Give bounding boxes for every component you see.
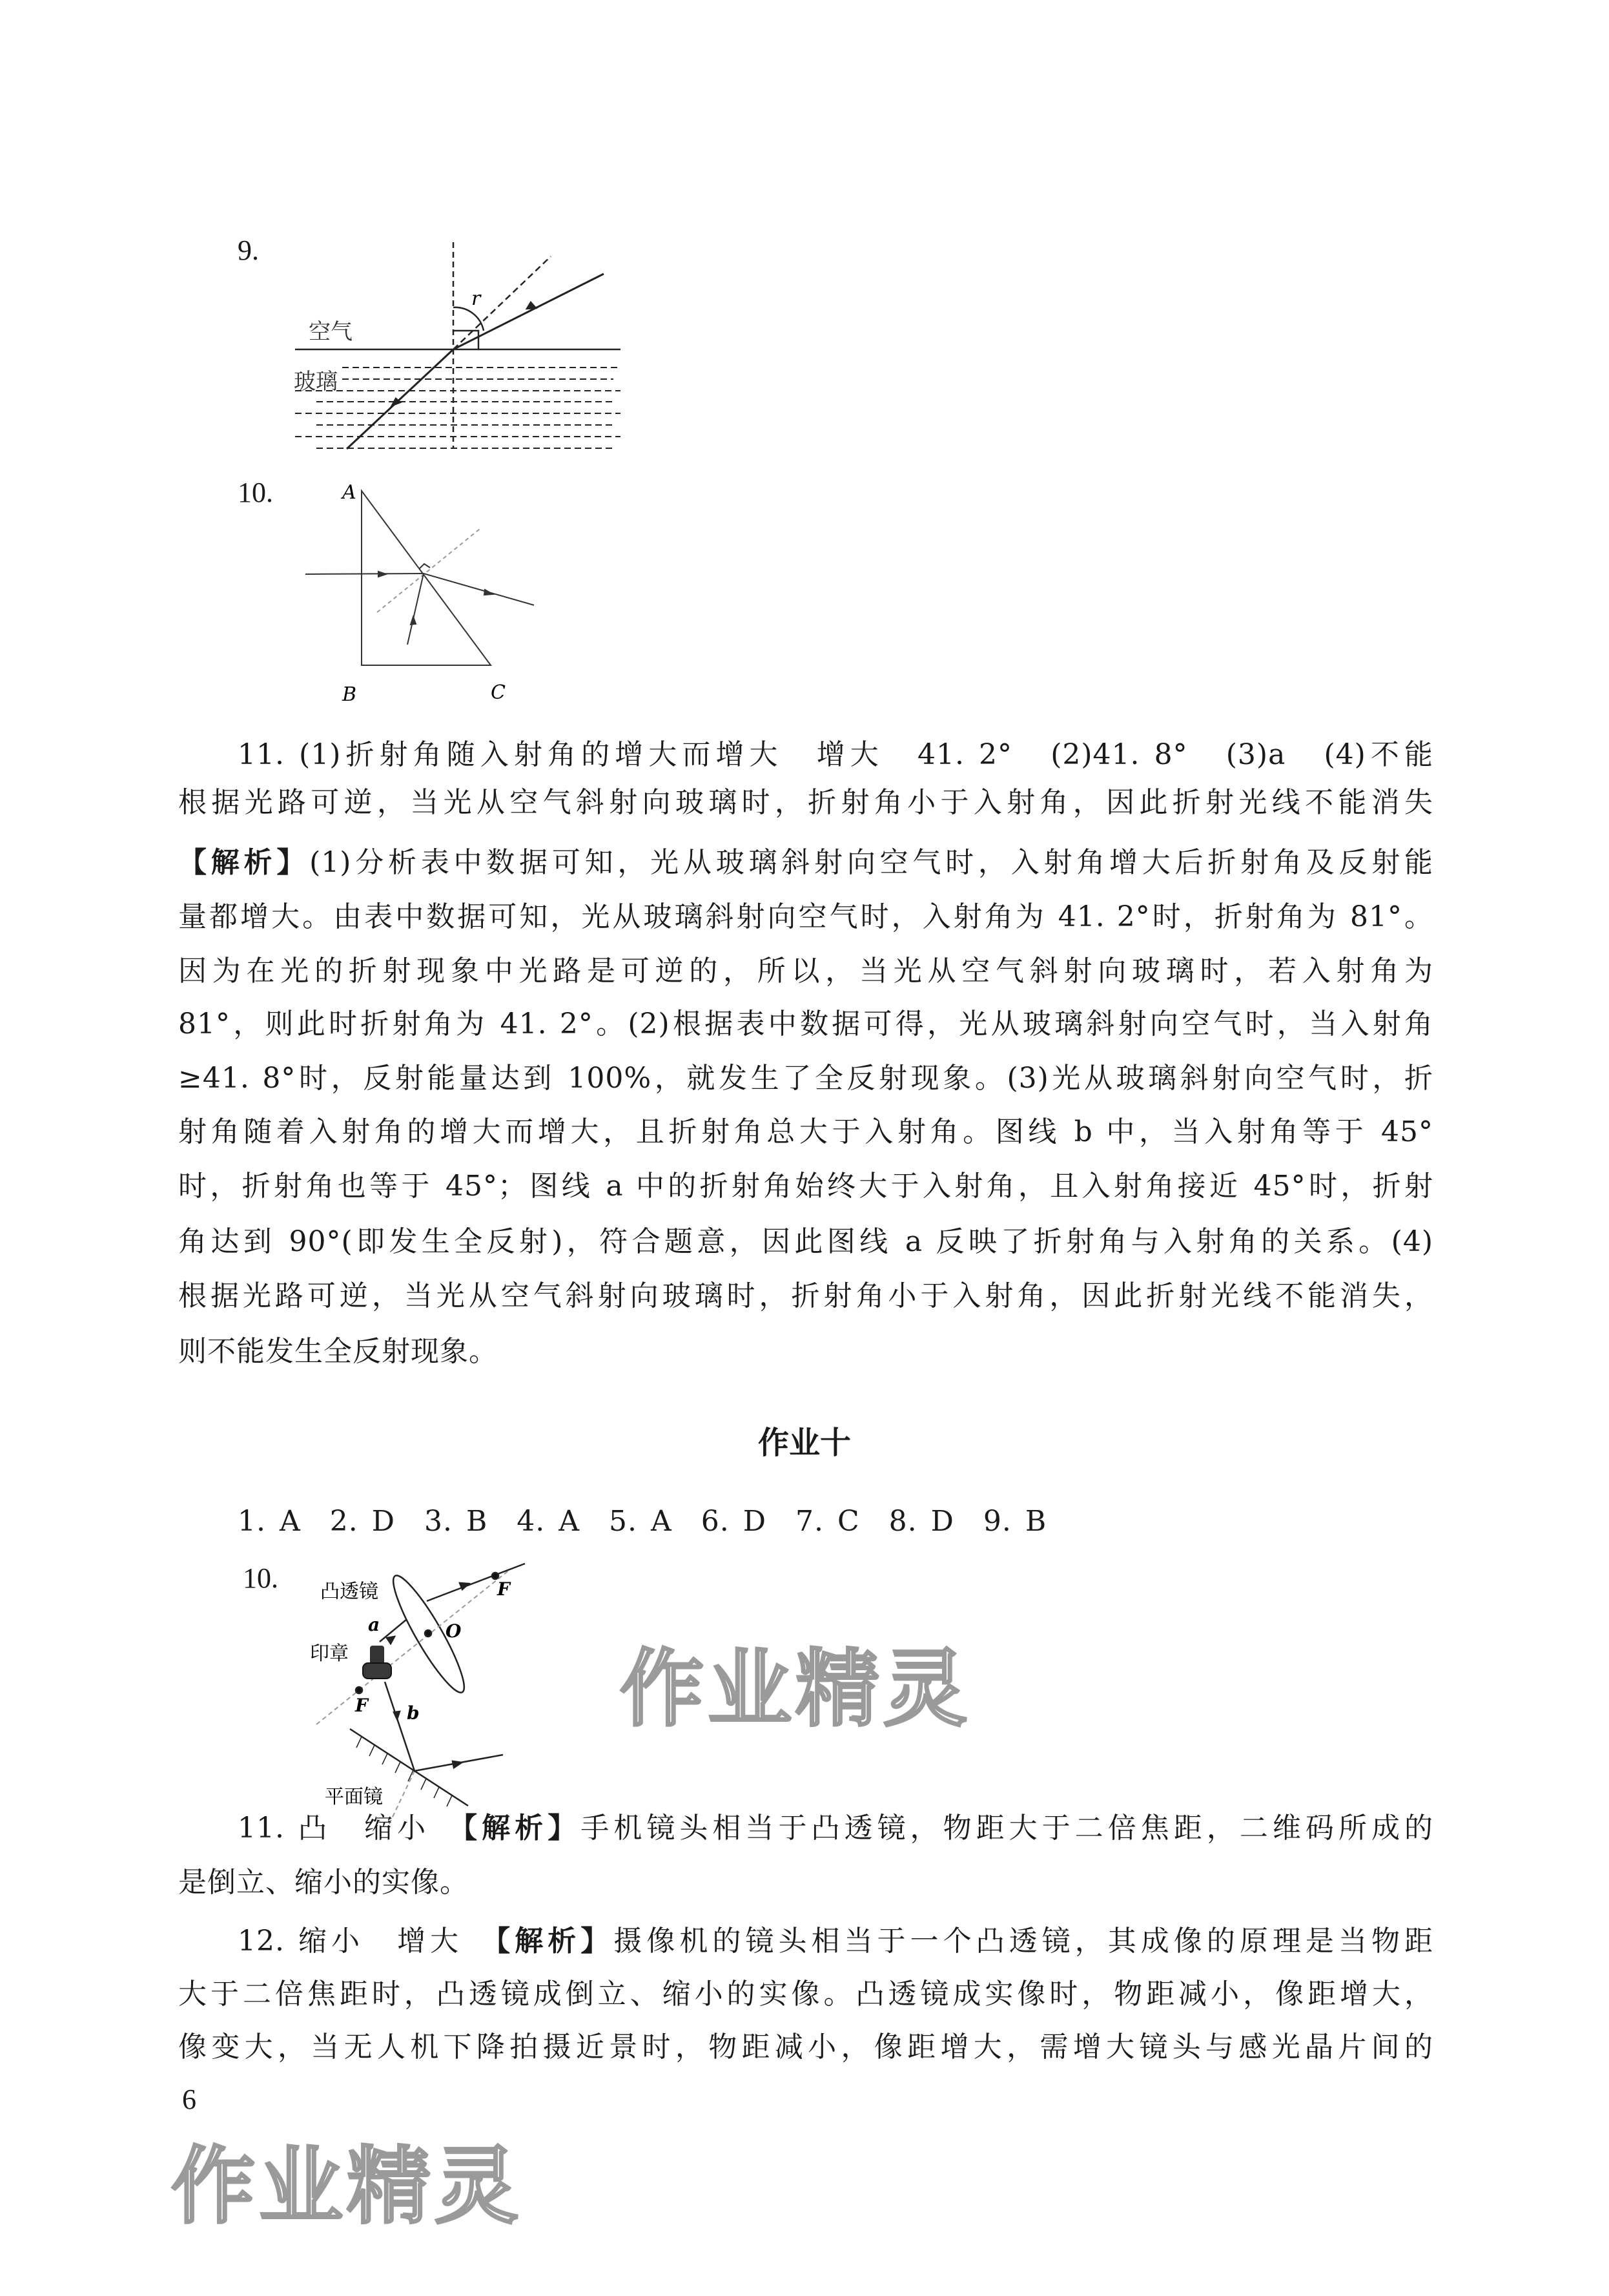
q11-analysis-line: 因为在光的折射现象中光路是可逆的，所以，当光从空气斜射向玻璃时，若入射角为: [178, 955, 1433, 988]
normal-line: [377, 529, 480, 612]
right-angle-mark: [420, 564, 430, 568]
section-title: 作业十: [757, 1425, 851, 1461]
extension-ray: [453, 256, 551, 349]
incident-ray: [347, 349, 453, 449]
mirror-label: 平面镜: [325, 1786, 383, 1808]
focus-label-lower: F: [355, 1695, 368, 1716]
refracted-ray: [453, 274, 604, 349]
q11-analysis-line: 射角随着入射角的增大而增大，且折射角总大于入射角。图线 b 中，当入射角等于 45°: [178, 1115, 1433, 1148]
arrow-icon: [411, 617, 416, 625]
q10-number: 10.: [238, 477, 273, 508]
center-label: O: [446, 1620, 462, 1642]
optical-center-dot: [425, 1630, 431, 1637]
q11-analysis-line: ≥41. 8°时，反射能量达到 100%，就发生了全反射现象。(3)光从玻璃斜射向空气时，折: [178, 1062, 1433, 1095]
refracted-ray: [424, 574, 534, 605]
s11-line: 11. 凸 缩小 【解析】手机镜头相当于凸透镜，物距大于二倍焦距，二维码所成的: [238, 1812, 1433, 1845]
focus-dot: [356, 1687, 362, 1693]
q11-analysis-line: 【解析】(1)分析表中数据可知，光从玻璃斜射向空气时，入射角增大后折射角及反射能: [178, 846, 1434, 879]
q9-air-label: 空气: [309, 319, 353, 345]
q11-answer-line: 11. (1)折射角随入射角的增大而增大 增大 41. 2° (2)41. 8° (3)a (4)不能: [238, 738, 1433, 771]
ray-a-label: a: [368, 1614, 380, 1635]
glass-hatch: [295, 367, 620, 448]
focus-label: F: [497, 1578, 510, 1600]
vertex-a-label: A: [342, 481, 356, 504]
arrow-icon: [387, 1637, 395, 1644]
stamp-icon: [363, 1646, 391, 1679]
s12-line: 12. 缩小 增大 【解析】摄像机的镜头相当于一个凸透镜，其成像的原理是当物距: [238, 1925, 1434, 1958]
q11-analysis-line: 角达到 90°(即发生全反射)，符合题意，因此图线 a 反映了折射角与入射角的关系。(4): [178, 1225, 1433, 1258]
vertex-c-label: C: [491, 681, 506, 704]
reflected-ray: [407, 574, 424, 645]
arrow-icon: [394, 1712, 400, 1719]
arrow-icon: [378, 572, 386, 577]
q9-diagram: [295, 242, 620, 449]
q11-analysis-line: 时，折射角也等于 45°；图线 a 中的折射角始终大于入射角，且入射角接近 45°时，折射: [178, 1170, 1433, 1203]
q11-answer-line: 根据光路可逆，当光从空气斜射向玻璃时，折射角小于入射角，因此折射光线不能消失: [178, 786, 1433, 819]
ray-b-label: b: [407, 1702, 420, 1724]
vertex-b-label: B: [342, 683, 357, 706]
s11-line: 是倒立、缩小的实像。: [178, 1866, 469, 1899]
stamp-label: 印章: [310, 1642, 349, 1665]
q10-diagram: [305, 491, 534, 665]
arrow-icon: [453, 1761, 462, 1768]
ray-a-refracted: [427, 1564, 525, 1601]
arrow-icon: [484, 590, 493, 595]
angle-arc: [453, 307, 484, 331]
choice-answers: 1. A 2. D 3. B 4. A 5. A 6. D 7. C 8. D 9. B: [238, 1505, 1047, 1538]
analysis-tag: 【解析】: [178, 846, 310, 879]
q11-analysis-line: 量都增大。由表中数据可知，光从玻璃斜射向空气时，入射角为 41. 2°时，折射角为 81°。: [178, 900, 1433, 933]
q9-glass-label: 玻璃: [294, 369, 338, 395]
q11-analysis-line: 则不能发生全反射现象。: [178, 1335, 498, 1368]
s12-line: 大于二倍焦距时，凸透镜成倒立、缩小的实像。凸透镜成实像时，物距减小，像距增大，: [178, 1978, 1433, 2011]
s12-line: 像变大，当无人机下降拍摄近景时，物距减小，像距增大，需增大镜头与感光晶片间的: [178, 2031, 1433, 2063]
watermark: 作业精灵: [620, 1640, 972, 1738]
page-number: 6: [182, 2084, 196, 2115]
q9-angle-label: r: [471, 287, 481, 310]
q11-analysis-line: 根据光路可逆，当光从空气斜射向玻璃时，折射角小于入射角，因此折射光线不能消失，: [178, 1279, 1433, 1312]
q11-analysis-line: 81°，则此时折射角为 41. 2°。(2)根据表中数据可得，光从玻璃斜射向空气时，当入射角: [178, 1008, 1433, 1040]
watermark-bottom: 作业精灵: [171, 2137, 523, 2235]
lens-label: 凸透镜: [320, 1580, 378, 1603]
s10-number: 10.: [243, 1562, 278, 1594]
arrow-icon: [527, 302, 536, 309]
ray-b: [385, 1682, 415, 1771]
prism: [362, 491, 491, 665]
q9-number: 9.: [238, 234, 259, 266]
